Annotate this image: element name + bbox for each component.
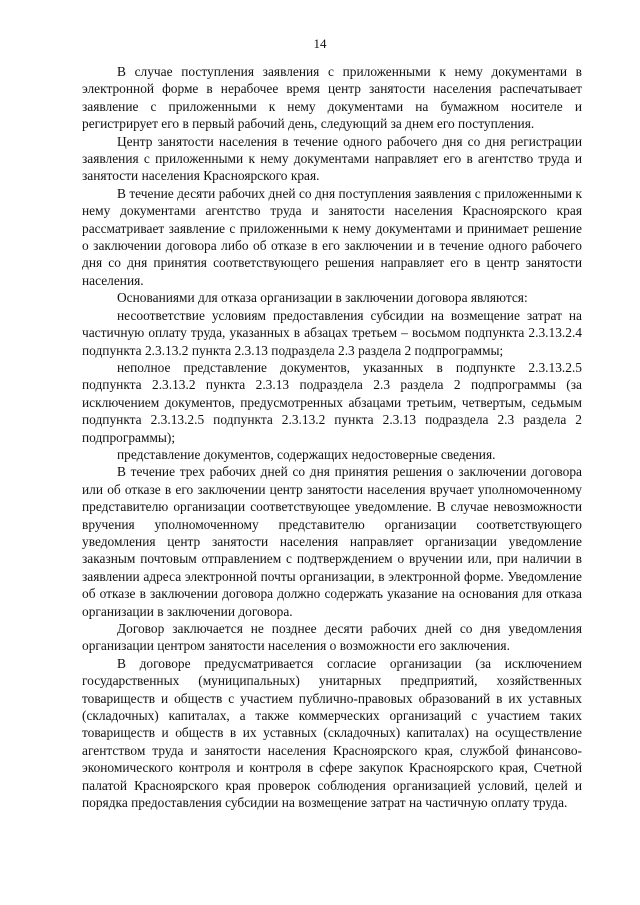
paragraph-contract-consent: В договоре предусматривается согласие организации (за исключением государственных (муниципальных) унитарных предприятий, хозяйственных товариществ и обществ с участием публично-правовых образований в их уставных (складочных) капиталах, а также коммерческих организаций с участием таких товариществ и обществ в их уставных (складочных) капиталах) на осуществление агентством труда и занятости населения Красноярского края, службой финансово-экономического контроля и контроля в сфере закупок Красноярского края, Счетной палатой Красноярского края проверок соблюдения организацией условий, целей и порядка предоставления субсидии на возмещение затрат на частичную оплату труда. [82,655,582,811]
paragraph-forwarding-to-agency: Центр занятости населения в течение одного рабочего дня со дня регистрации заявления с приложенными к нему документами направляет его в агентство труда и занятости населения Красноярского края. [82,133,582,184]
paragraph-agency-review: В течение десяти рабочих дней со дня поступления заявления с приложенными к нему документами агентство труда и занятости населения Красноярского края рассматривает заявление с приложенными к нему документами и принимает решение о заключении договора либо об отказе в его заключении и в течение одного рабочего дня со дня принятия соответствующего решения направляет его в центр занятости населения. [82,185,582,288]
paragraph-contract-deadline: Договор заключается не позднее десяти рабочих дней со дня уведомления организации центром занятости населения о возможности его заключения. [82,621,582,654]
paragraph-refusal-grounds-intro: Основаниями для отказа организации в заключении договора являются: [117,290,528,306]
paragraph-notification: В течение трех рабочих дней со дня принятия решения о заключении договора или об отказе в его заключении центр занятости населения вручает уполномоченному представителю организации соответствующее уведомление. В случае невозможности вручения уполномоченному представителю организации соответствующего уведомления центр занятости населения направляет организации уведомление заказным почтовым отправлением с подтверждением о вручении или, при наличии в заявлении адреса электронной почты организации, в электронной форме. Уведомление об отказе в заключении договора должно содержать указание на основания для отказа организации в заключении договора. [82,464,582,619]
paragraph-refusal-ground-false-info: представление документов, содержащих недостоверные сведения. [117,446,496,462]
document-body [82,63,582,811]
paragraph-electronic-submission: В случае поступления заявления с приложенными к нему документами в электронной форме в нерабочее время центр занятости населения распечатывает заявление с приложенными к нему документами на бумажном носителе и регистрирует его в первый рабочий день, следующий за днем его поступления. [82,64,582,132]
page-number: 14 [313,36,327,51]
paragraph-refusal-ground-incomplete-docs: неполное представление документов, указанных в подпункте 2.3.13.2.5 подпункта 2.3.13.2 пункта 2.3.13 подраздела 2.3 раздела 2 подпрограммы (за исключением документов, предусмотренных абзацами третьим, четвертым, седьмым подпункта 2.3.13.2.5 подпункта 2.3.13.2 пункта 2.3.13 подраздела 2.3 раздела 2 подпрограммы); [82,359,582,445]
paragraph-refusal-ground-noncompliance: несоответствие условиям предоставления субсидии на возмещение затрат на частичную оплату труда, указанных в абзацах третьем – восьмом подпункта 2.3.13.2.4 подпункта 2.3.13.2 пункта 2.3.13 подраздела 2.3 раздела 2 подпрограммы; [82,307,582,358]
